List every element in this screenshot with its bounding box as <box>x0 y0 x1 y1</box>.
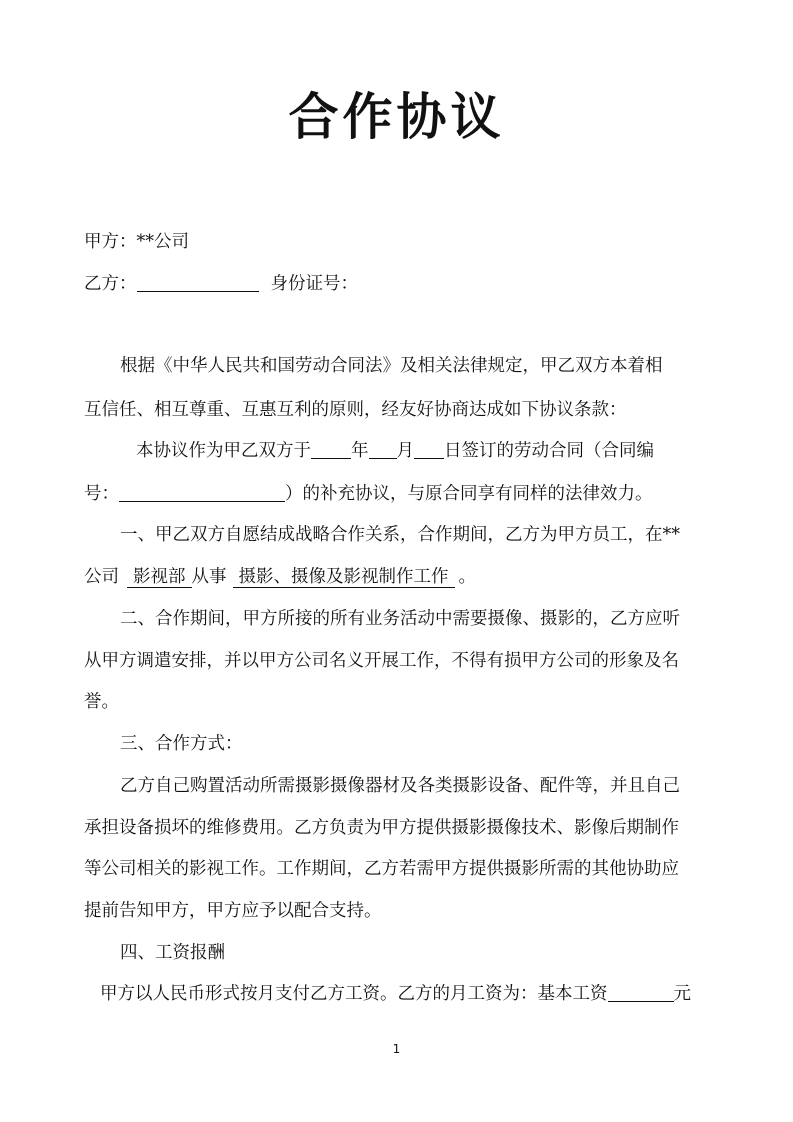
paragraph-line <box>84 689 119 715</box>
paragraph-line <box>84 815 679 841</box>
paragraph-text: 本协议作为甲乙双方于 <box>136 441 311 461</box>
paragraph-line <box>84 648 679 674</box>
paragraph-text: 。 <box>458 567 476 587</box>
date-day-blank[interactable] <box>414 438 444 459</box>
paragraph-text: 从事 <box>191 567 227 587</box>
paragraph-text: 根据《中华人民共和国劳动合同法》及相关法律规定，甲乙双方本着相 <box>120 356 663 376</box>
paragraph-text: 誉。 <box>84 692 119 712</box>
paragraph-line <box>120 353 663 379</box>
id-number-label: 身份证号： <box>270 274 358 294</box>
month-label: 月 <box>396 441 414 461</box>
paragraph-line <box>120 522 680 548</box>
paragraph-line <box>84 856 679 882</box>
party-b-name-blank[interactable] <box>137 271 259 292</box>
paragraph-text: 日签订的劳动合同（合同编 <box>444 441 654 461</box>
paragraph-line <box>84 397 627 423</box>
year-label: 年 <box>351 441 369 461</box>
paragraph-line <box>100 981 691 1007</box>
paragraph-line <box>84 564 476 590</box>
document-title: 合作协议 <box>288 88 505 146</box>
paragraph-line <box>120 773 680 799</box>
page-number: 1 <box>392 1042 401 1056</box>
department-field: 影视部 <box>127 567 192 588</box>
paragraph-text: 互信任、相互尊重、互惠互利的原则，经友好协商达成如下协议条款： <box>84 400 627 420</box>
party-b-line <box>84 271 358 297</box>
paragraph-text: 公司 <box>84 567 119 587</box>
paragraph-text: 承担设备损坏的维修费用。乙方负责为甲方提供摄影摄像技术、影像后期制作 <box>84 818 679 838</box>
paragraph-text: 甲方以人民币形式按月支付乙方工资。乙方的月工资为：基本工资 <box>100 984 608 1004</box>
date-month-blank[interactable] <box>369 438 397 459</box>
paragraph-text: 号： <box>84 484 119 504</box>
paragraph-text: 乙方自己购置活动所需摄影摄像器材及各类摄影设备、配件等，并且自己 <box>120 776 680 796</box>
date-year-blank[interactable] <box>311 438 351 459</box>
paragraph-text: 元 <box>673 984 691 1004</box>
section-heading <box>120 731 243 757</box>
base-salary-blank[interactable] <box>608 981 674 1002</box>
paragraph-text: 从甲方调遣安排，并以甲方公司名义开展工作，不得有损甲方公司的形象及名 <box>84 651 679 671</box>
paragraph-line <box>84 481 653 507</box>
paragraph-text: ）的补充协议，与原合同享有同样的法律效力。 <box>285 484 653 504</box>
paragraph-line <box>120 606 680 632</box>
job-field: 摄影、摄像及影视制作工作 <box>233 567 455 588</box>
paragraph-text: 一、甲乙双方自愿结成战略合作关系，合作期间，乙方为甲方员工，在** <box>120 525 680 545</box>
paragraph-text: 等公司相关的影视工作。工作期间，乙方若需甲方提供摄影所需的其他协助应 <box>84 859 679 879</box>
section-heading <box>120 940 225 966</box>
paragraph-line <box>136 438 654 464</box>
paragraph-text: 提前告知甲方，甲方应予以配合支持。 <box>84 901 382 921</box>
heading-text: 三、合作方式： <box>120 734 243 754</box>
paragraph-text: 二、合作期间，甲方所接的所有业务活动中需要摄像、摄影的，乙方应听 <box>120 609 680 629</box>
heading-text: 四、工资报酬 <box>120 943 225 963</box>
party-a-line <box>84 229 189 255</box>
party-a-text: 甲方：**公司 <box>84 232 189 252</box>
contract-number-blank[interactable] <box>119 481 285 502</box>
party-b-label: 乙方： <box>84 274 137 294</box>
paragraph-line <box>84 898 382 924</box>
